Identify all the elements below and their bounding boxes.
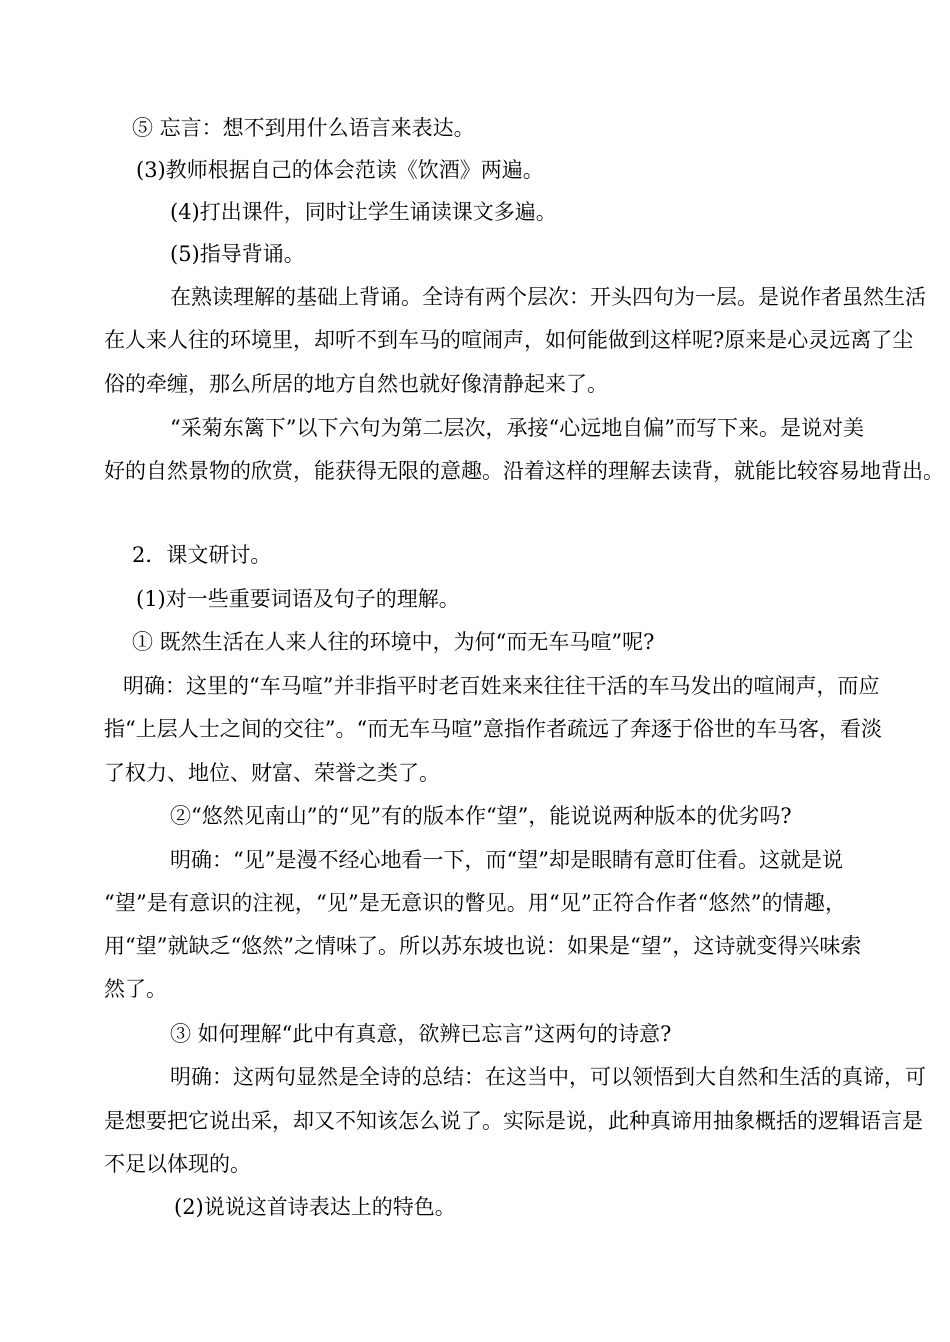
text-line: ⑤ 忘言：想不到用什么语言来表达。 (132, 116, 475, 140)
text-line: ②“悠然见南山”的“见”有的版本作“望”，能说说两种版本的优劣吗? (170, 804, 792, 828)
text-line: ③ 如何理解“此中有真意，欲辨已忘言”这两句的诗意? (170, 1022, 672, 1046)
text-line: (2)说说这首诗表达上的特色。 (174, 1195, 456, 1219)
section-heading: 2．课文研讨。 (132, 543, 272, 567)
text-line: 指“上层人士之间的交往”。“而无车马喧”意指作者疏远了奔逐于俗世的车马客，看淡 (104, 717, 882, 741)
text-line: (5)指导背诵。 (170, 242, 305, 266)
text-line: (4)打出课件，同时让学生诵读课文多遍。 (170, 200, 557, 224)
text-line: 好的自然景物的欣赏，能获得无限的意趣。沿着这样的理解去读背，就能比较容易地背出。 (104, 459, 944, 483)
text-line: 然了。 (104, 977, 167, 1001)
text-line: 是想要把它说出采，却又不知该怎么说了。实际是说，此种真谛用抽象概括的逻辑语言是 (104, 1109, 923, 1133)
text-line: ① 既然生活在人来人往的环境中，为何“而无车马喧”呢? (132, 630, 655, 654)
text-line: 明确：“见”是漫不经心地看一下，而“望”却是眼睛有意盯住看。这就是说 (170, 848, 843, 872)
text-line: “望”是有意识的注视，“见”是无意识的瞥见。用“见”正符合作者“悠然”的情趣， (104, 891, 846, 915)
text-line: “采菊东篱下”以下六句为第二层次，承接“心远地自偏”而写下来。是说对美 (170, 416, 864, 440)
text-line: 俗的牵缠，那么所居的地方自然也就好像清静起来了。 (104, 372, 608, 396)
text-line: 明确：这两句显然是全诗的总结：在这当中，可以领悟到大自然和生活的真谛，可 (170, 1065, 926, 1089)
text-line: (1)对一些重要词语及句子的理解。 (136, 587, 460, 611)
text-line: (3)教师根据自己的体会范读《饮酒》两遍。 (136, 158, 544, 182)
text-line: 在熟读理解的基础上背诵。全诗有两个层次：开头四句为一层。是说作者虽然生活 (170, 285, 926, 309)
text-line: 了权力、地位、财富、荣誉之类了。 (104, 761, 440, 785)
text-line: 不足以体现的。 (104, 1152, 251, 1176)
text-line: 在人来人往的环境里，却听不到车马的喧闹声，如何能做到这样呢?原来是心灵远离了尘 (104, 328, 914, 352)
text-line: 明确：这里的“车马喧”并非指平时老百姓来来往往干活的车马发出的喧闹声，而应 (123, 674, 880, 698)
text-line: 用“望”就缺乏“悠然”之情味了。所以苏东坡也说：如果是“望”，这诗就变得兴味索 (104, 934, 862, 958)
